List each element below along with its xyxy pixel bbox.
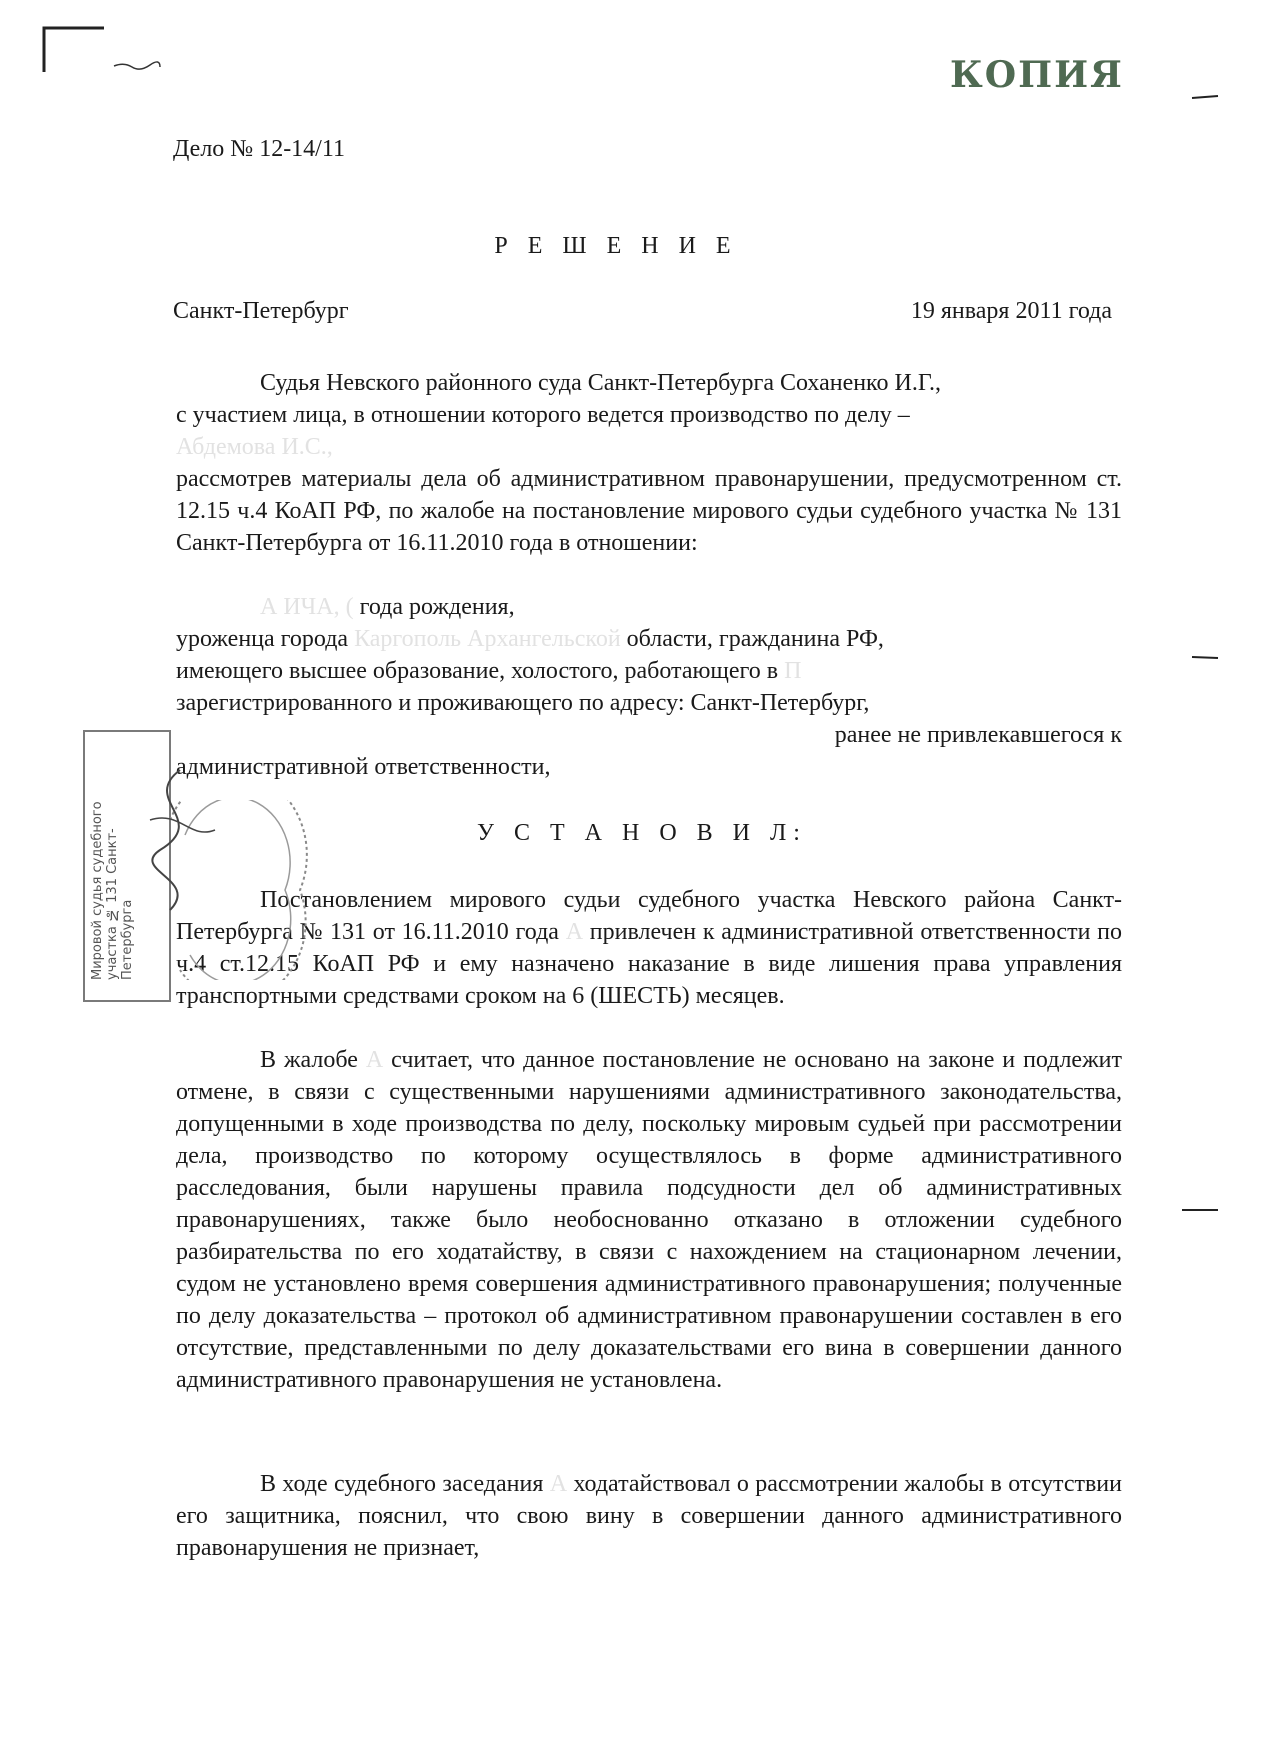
person-line-1 xyxy=(176,591,1122,623)
redacted-name: А xyxy=(365,1047,392,1073)
redacted-name: А xyxy=(549,1471,574,1497)
margin-mark xyxy=(1190,652,1220,662)
document-date: 19 января 2011 года xyxy=(910,298,1112,324)
hearing-paragraph: В ходе судебного заседания А ходатайствовал о рассмотрении жалобы в отсутствии его защитника, пояснил, что свою вину в совершении данного административного правонарушения не признает, xyxy=(176,1471,1122,1561)
copy-stamp: КОПИЯ xyxy=(950,54,1124,96)
person-line-5: ранее не привлекавшегося к xyxy=(834,722,1122,748)
person-line-2: уроженца города Каргополь Архангельской области, гражданина РФ, xyxy=(176,626,884,652)
person-paragraph xyxy=(176,591,1122,783)
considered-paragraph: рассмотрев материалы дела об административном правонарушении, предусмотренном ст. 12.15 ч.4 КоАП РФ, по жалобе на постановление мирового судьи судебного участка № 131 Санкт-Петербурга от 16.11.2010 года в отношении: xyxy=(176,466,1122,556)
participant-line: с участием лица, в отношении которого ведется производство по делу – xyxy=(176,402,910,428)
margin-mark xyxy=(1190,92,1220,102)
redacted-employer: П xyxy=(784,658,802,684)
margin-mark xyxy=(1180,1205,1220,1215)
document-title: Р Е Ш Е Н И Е xyxy=(494,233,738,259)
intro-paragraph xyxy=(176,367,1122,463)
person-line-6: административной ответственности, xyxy=(176,754,551,780)
margin-mark xyxy=(112,60,162,72)
signature xyxy=(120,760,230,920)
birth-text: года рождения, xyxy=(359,594,515,620)
case-number: Дело № 12-14/11 xyxy=(173,136,345,162)
city: Санкт-Петербург xyxy=(173,298,349,324)
court-stamp-text: Мировой судья судебного участка № 131 Санкт-Петербурга xyxy=(90,801,135,980)
redacted-name: А xyxy=(565,919,590,945)
redacted-name: А ИЧА, ( xyxy=(260,594,360,620)
redacted-name: Абдемова И.С., xyxy=(176,434,333,460)
judge-line: Судья Невского районного суда Санкт-Петербурга Соханенко И.Г., xyxy=(260,370,941,396)
ruling-paragraph: Постановлением мирового судьи судебного участка Невского района Санкт-Петербурга № 131 от 16.11.2010 года А привлечен к административной ответственности по ч.4 ст.12.15 КоАП РФ и ему назначено наказание в виде лишения права управления транспортными средствами сроком на 6 (ШЕСТЬ) месяцев. xyxy=(176,887,1122,1009)
corner-mark xyxy=(42,24,106,74)
redacted-birthplace: Каргополь Архангельской xyxy=(354,626,627,652)
person-line-4: зарегистрированного и проживающего по адресу: Санкт-Петербург, xyxy=(176,690,870,716)
established-heading: У С Т А Н О В И Л: xyxy=(477,820,807,846)
complaint-paragraph: В жалобе А считает, что данное постановление не основано на законе и подлежит отмене, в связи с существенными нарушениями административного законодательства, допущенными в ходе производства по делу, поскольку мировым судьей при рассмотрении дела, производство по которому осуществлялось в форме административного расследования, были нарушены правила подсудности дел об административных правонарушениях, также было необоснованно отказано в отложении судебного разбирательства по его ходатайству, в связи с нахождением на стационарном лечении, судом не установлено время совершения административного правонарушения; полученные по делу доказательства – протокол об административном правонарушении составлен в его отсутствие, представленными по делу доказательствами его вина в совершении данного административного правонарушения не установлена. xyxy=(176,1047,1122,1393)
person-line-3: имеющего высшее образование, холостого, работающего в П xyxy=(176,658,802,684)
